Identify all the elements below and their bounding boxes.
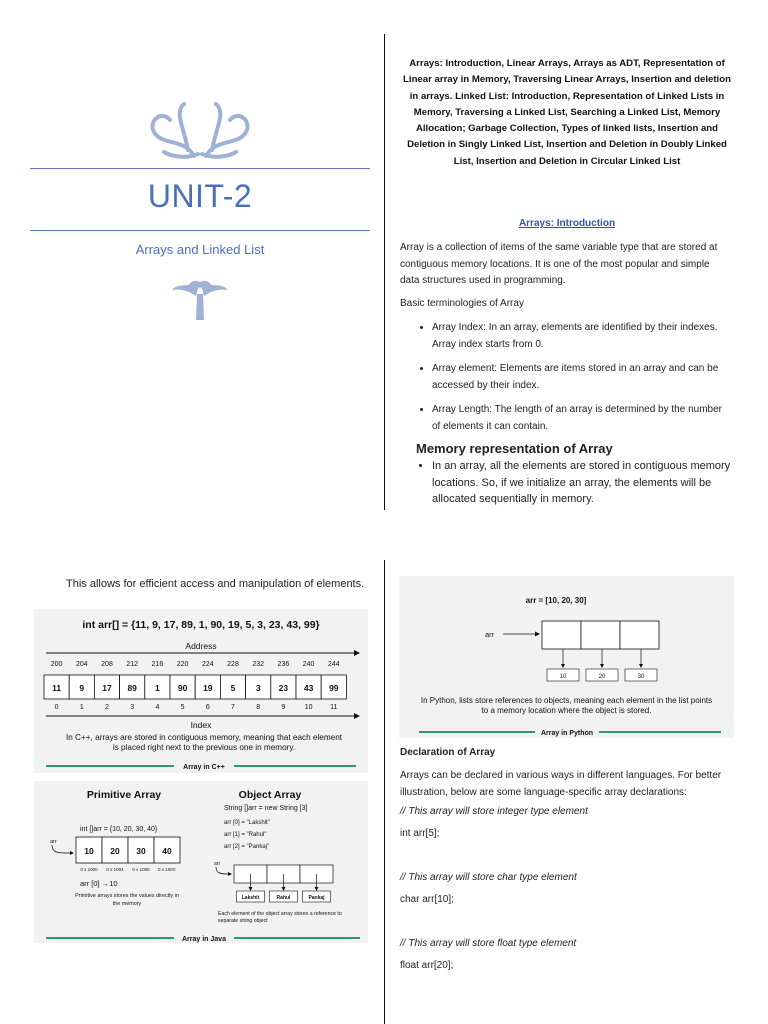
primitive-array-declaration: int []arr = {10, 20, 30, 40} xyxy=(80,826,158,833)
code-line-char: char arr[10]; xyxy=(400,894,454,905)
cpp-array-figure xyxy=(34,609,368,773)
list-reference-cell xyxy=(620,621,659,649)
address-label: 228 xyxy=(227,661,239,668)
address-axis-label: Address xyxy=(185,641,217,651)
index-label: 4 xyxy=(155,704,160,711)
python-array-declaration: arr = [10, 20, 30] xyxy=(525,596,587,605)
string-object-label: Rahul xyxy=(276,895,291,901)
primitive-cell-address: 0 x 1000 xyxy=(80,867,98,872)
list-item: • Array element: Elements are items stored in an array and can be accessed by their index. xyxy=(432,361,730,394)
string-object-label: Pankaj xyxy=(308,895,325,901)
array-cell-value: 1 xyxy=(155,683,160,693)
python-array-figure xyxy=(399,576,734,738)
index-label: 5 xyxy=(180,704,185,711)
code-line-int: int arr[5]; xyxy=(400,828,440,839)
array-cell-value: 23 xyxy=(278,683,289,693)
primitive-cell-value: 40 xyxy=(162,846,172,856)
code-comment-float: // This array will store float type element xyxy=(400,938,577,949)
python-figure-caption: Array in Python xyxy=(540,730,594,737)
primitive-cell-address: 0 x 1008 xyxy=(132,867,150,872)
address-arrowhead xyxy=(354,650,360,656)
java-array-figure xyxy=(34,781,368,943)
array-cell-value: 90 xyxy=(177,683,188,693)
index-axis-label: Index xyxy=(190,720,212,730)
python-arr-label: arr xyxy=(485,630,495,639)
page-divider-top xyxy=(384,34,385,510)
memory-list xyxy=(398,458,738,516)
address-label: 240 xyxy=(302,661,315,668)
floral-ornament-icon xyxy=(144,98,256,162)
cpp-array-declaration: int arr[] = {11, 9, 17, 89, 1, 90, 19, 5, 3, 23, 43, 99} xyxy=(82,619,320,631)
list-item: • Array Length: The length of an array is determined by the number of elements it can contain. xyxy=(432,402,730,435)
index-label: 11 xyxy=(330,704,338,711)
array-cell-value: 89 xyxy=(127,683,137,693)
index-label: 6 xyxy=(205,704,210,711)
cpp-figure-caption: Array in C++ xyxy=(183,764,225,771)
array-cell-value: 99 xyxy=(329,683,339,693)
arrays-intro-link[interactable]: Arrays: Introduction xyxy=(518,218,616,229)
object-arr-label: arr xyxy=(214,861,221,867)
unit-subtitle: Arrays and Linked List xyxy=(135,242,265,257)
reference-arrowhead xyxy=(249,887,253,891)
index-label: 3 xyxy=(130,704,135,711)
object-arr-arrowhead xyxy=(228,872,232,876)
reference-arrowhead xyxy=(561,664,565,668)
value-object-label: 10 xyxy=(559,674,567,680)
primitive-array-title: Primitive Array xyxy=(86,789,162,801)
cover-rule-top xyxy=(30,168,370,169)
list-item: • Array Index: In an array, elements are identified by their indexes. Array index starts from 0. xyxy=(432,320,730,353)
address-label: 220 xyxy=(176,661,189,668)
list-item: • In an array, all the elements are stored in contiguous memory locations. So, if we initialize an array, the elements will be allocated sequentially in memory. xyxy=(432,458,738,508)
object-assignment: arr [0] = "Lakshit" xyxy=(224,820,270,826)
terms-list xyxy=(398,320,730,443)
declaration-heading: Declaration of Array xyxy=(400,747,496,758)
primitive-cell-address: 0 x 1004 xyxy=(106,867,124,872)
object-array-declaration: String []arr = new String [3] xyxy=(224,805,308,812)
index-label: 9 xyxy=(281,704,286,711)
object-arr-pointer xyxy=(216,867,228,874)
object-assignment: arr [1] = "Rahul" xyxy=(224,832,267,838)
reference-arrowhead xyxy=(315,887,319,891)
reference-arrowhead xyxy=(282,887,286,891)
primitive-array-note: Primitive arrays stores the values directly in the memory xyxy=(75,893,179,907)
reference-arrowhead xyxy=(600,664,604,668)
array-cell-value: 19 xyxy=(203,683,213,693)
cover-rule-bottom xyxy=(30,230,370,231)
declaration-paragraph: Arrays can be declared in various ways in different languages. For better illustration, below are some language-specific array declarations: xyxy=(400,770,722,798)
array-cell-value: 9 xyxy=(79,683,85,693)
index-label: 0 xyxy=(54,704,59,711)
list-reference-cell xyxy=(581,621,620,649)
address-label: 212 xyxy=(126,661,139,668)
primitive-cell-address: 0 x 100C xyxy=(157,867,177,872)
object-assignment: arr [2] = "Pankaj" xyxy=(224,844,270,850)
java-figure-caption: Array in Java xyxy=(182,936,226,943)
address-label: 208 xyxy=(101,661,113,668)
string-object-label: Lakshit xyxy=(241,895,260,901)
address-label: 236 xyxy=(277,661,290,668)
array-cell-value: 17 xyxy=(102,683,112,693)
intro-paragraph: Array is a collection of items of the same variable type that are stored at contiguous memory locations. It is one of the most popular and simple data structures used in programming. xyxy=(400,242,718,286)
primitive-arr-arrowhead xyxy=(70,851,74,855)
python-figure-note: In Python, lists store references to objects, meaning each element in the list points to a memory location where the object is stored. xyxy=(420,696,713,715)
address-label: 200 xyxy=(50,661,63,668)
array-cell-value: 43 xyxy=(303,683,314,693)
primitive-cell-value: 10 xyxy=(84,846,94,856)
code-line-float: float arr[20]; xyxy=(400,960,454,971)
code-comment-int: // This array will store integer type element xyxy=(400,806,588,817)
object-array-note: Each element of the object array stores a reference to separate string object xyxy=(218,911,342,924)
primitive-cell-value: 20 xyxy=(110,846,120,856)
list-reference-cell xyxy=(542,621,581,649)
index-label: 10 xyxy=(304,704,313,711)
continuation-text: This allows for efficient access and manipulation of elements. xyxy=(66,578,365,590)
leaf-ornament-icon xyxy=(168,276,232,324)
value-object-label: 20 xyxy=(598,674,606,680)
primitive-arr-label: arr xyxy=(50,839,57,845)
address-label: 216 xyxy=(151,661,164,668)
page-divider-bottom xyxy=(384,560,385,1024)
address-label: 224 xyxy=(201,661,214,668)
address-label: 232 xyxy=(252,661,265,668)
index-label: 7 xyxy=(231,704,235,711)
reference-arrowhead xyxy=(639,664,643,668)
array-cell-value: 11 xyxy=(52,683,62,693)
array-cell-value: 5 xyxy=(230,683,236,693)
primitive-arr-pointer xyxy=(52,845,70,853)
array-cell-value: 3 xyxy=(255,683,261,693)
value-object-label: 30 xyxy=(637,674,645,680)
address-label: 204 xyxy=(75,661,88,668)
object-array-title: Object Array xyxy=(238,789,302,801)
index-label: 2 xyxy=(105,704,109,711)
address-label: 244 xyxy=(327,661,340,668)
index-label: 8 xyxy=(256,704,261,711)
unit-title: UNIT-2 xyxy=(147,178,253,214)
terms-heading: Basic terminologies of Array xyxy=(400,298,524,309)
code-comment-char: // This array will store char type element xyxy=(400,872,577,883)
primitive-array-access: arr [0] →10 xyxy=(80,879,118,888)
index-arrowhead xyxy=(354,713,360,719)
unit-summary: Arrays: Introduction, Linear Arrays, Arrays as ADT, Representation of Linear array in Memory, Traversing Linear Arrays, Insertion and deletion in arrays. Linked List: Introduction, Representation of Linked Lists in Memory, Traversing a Linked List, Searching a Linked List, Memory Allocation; Garbage Collection, Types of linked lists, Insertion and Deletion in Singly Linked List, Insertion and Deletion in Doubly Linked List, Insertion and Deletion in Circular Linked List xyxy=(403,58,731,167)
primitive-cell-value: 30 xyxy=(136,846,146,856)
memory-heading: Memory representation of Array xyxy=(416,441,613,456)
index-label: 1 xyxy=(79,704,84,711)
python-arr-arrowhead xyxy=(535,632,540,637)
cpp-figure-note: In C++, arrays are stored in contiguous memory, meaning that each element is placed right next to the previous one in memory. xyxy=(65,733,343,752)
